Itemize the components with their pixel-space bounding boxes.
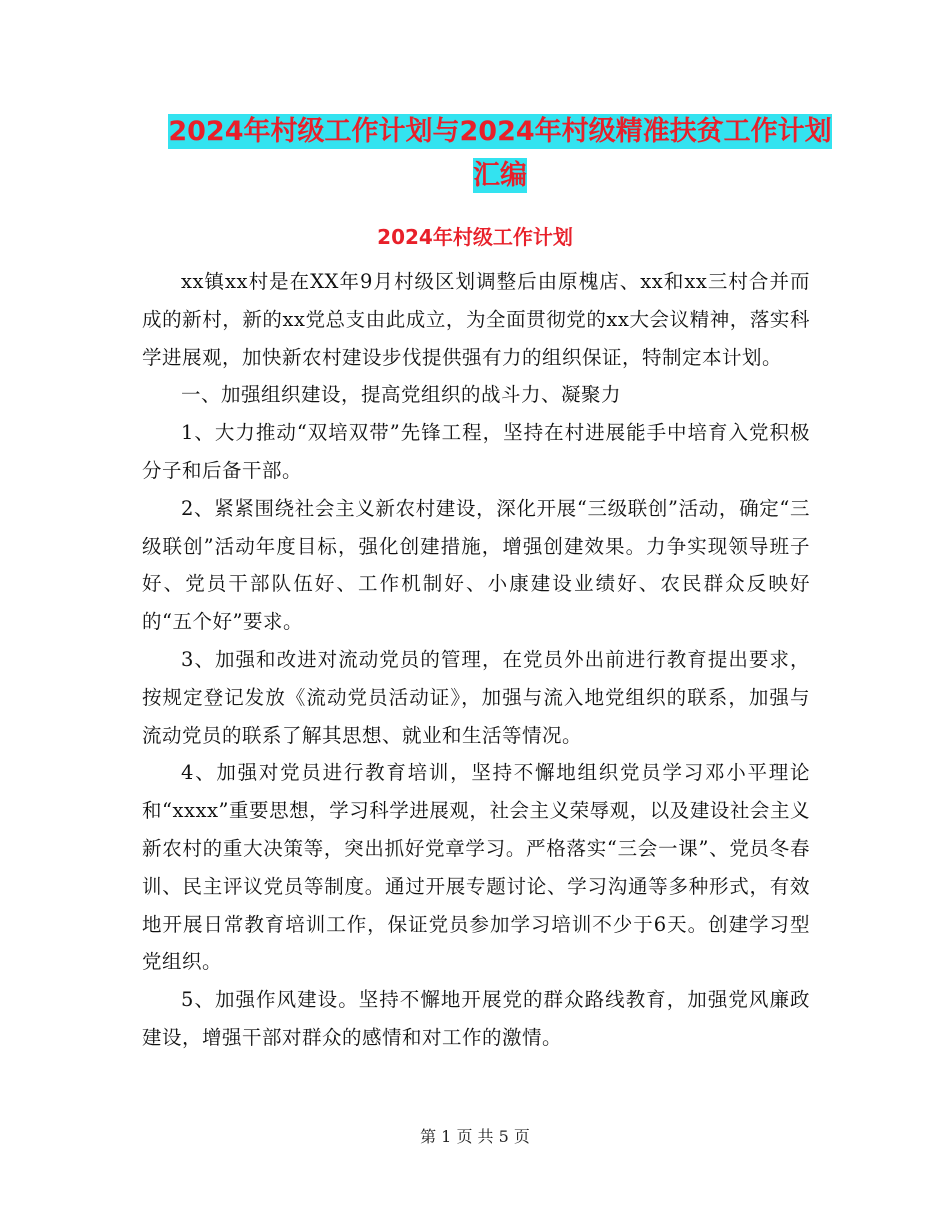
paragraph-item-3: 3、加强和改进对流动党员的管理，在党员外出前进行教育提出要求，按规定登记发放《流动党员活动证》，加强与流入地党组织的联系，加强与流动党员的联系了解其思想、就业和生活等情况。 [142, 647, 810, 747]
paragraph-item-4: 4、加强对党员进行教育培训，坚持不懈地组织党员学习邓小平理论和“xxxx”重要思想，学习科学进展观，社会主义荣辱观，以及建设社会主义新农村的重大决策等，突出抓好党章学习。严格落实“三会一课”、党员冬春训、民主评议党员等制度。通过开展专题讨论、学习沟通等多种形式，有效地开展日常教育培训工作，保证党员参加学习培训不少于6天。创建学习型党组织。 [142, 761, 810, 974]
section-title: 2024年村级工作计划 [377, 225, 573, 249]
paragraph-item-5: 5、加强作风建设。坚持不懈地开展党的群众路线教育，加强党风廉政建设，增强干部对群众的感情和对工作的激情。 [142, 988, 810, 1049]
page-number: 第 1 页 共 5 页 [420, 1127, 530, 1146]
paragraph-heading-1: 一、加强组织建设，提高党组织的战斗力、凝聚力 [181, 383, 622, 407]
paragraph-item-1: 1、大力推动“双培双带”先锋工程，坚持在村进展能手中培育入党积极分子和后备干部。 [142, 421, 810, 482]
document-body [142, 263, 810, 1057]
paragraph-item-2: 2、紧紧围绕社会主义新农村建设，深化开展“三级联创”活动，确定“三级联创”活动年度目标，强化创建措施，增强创建效果。力争实现领导班子好、党员干部队伍好、工作机制好、小康建设业绩好、农民群众反映好的“五个好”要求。 [142, 496, 810, 634]
paragraph-intro: xx镇xx村是在XX年9月村级区划调整后由原槐店、xx和xx三村合并而成的新村，新的xx党总支由此成立，为全面贯彻党的xx大会议精神，落实科学进展观，加快新农村建设步伐提供强有力的组织保证，特制定本计划。 [142, 270, 810, 369]
document-title-line1: 2024年村级工作计划与2024年村级精准扶贫工作计划 [168, 116, 832, 147]
document-title-line2: 汇编 [473, 160, 527, 191]
document-title [120, 110, 880, 198]
